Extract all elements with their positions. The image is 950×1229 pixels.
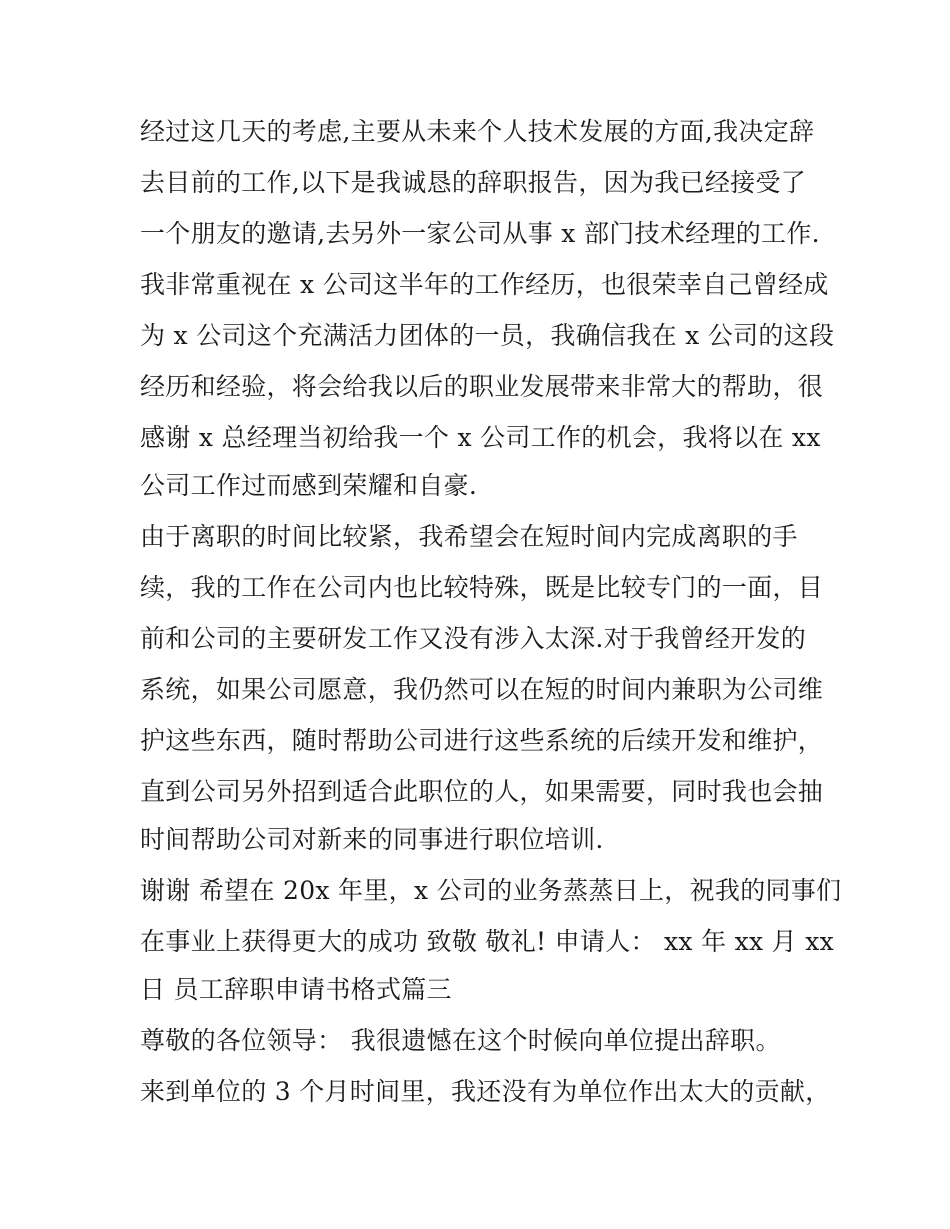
- text-line-20: 来到单位的 3 个月时间里，我还没有为单位作出太大的贡献，: [140, 1077, 831, 1106]
- text-line-3: 一个朋友的邀请,去另外一家公司从事 x 部门技术经理的工作.: [140, 219, 820, 248]
- text-line-19: 尊敬的各位领导： 我很遗憾在这个时候向单位提出辞职。: [140, 1026, 781, 1055]
- text-line-7: 感谢 x 总经理当初给我一个 x 公司工作的机会，我将以在 xx: [140, 423, 821, 452]
- text-line-15: 时间帮助公司对新来的同事进行职位培训.: [140, 825, 604, 854]
- text-line-12: 系统，如果公司愿意，我仍然可以在短的时间内兼职为公司维: [140, 675, 824, 704]
- document-body: [140, 106, 842, 1117]
- text-line-16: 谢谢 希望在 20x 年里，x 公司的业务蒸蒸日上，祝我的同事们: [140, 876, 842, 905]
- text-line-8: 公司工作过而感到荣耀和自豪.: [140, 471, 478, 500]
- text-line-1: 经过这几天的考虑,主要从未来个人技术发展的方面,我决定辞: [140, 117, 815, 146]
- text-line-18: 日 员工辞职申请书格式篇三: [140, 975, 452, 1004]
- text-line-4: 我非常重视在 x 公司这半年的工作经历，也很荣幸自己曾经成: [140, 270, 829, 299]
- text-line-9: 由于离职的时间比较紧，我希望会在短时间内完成离职的手: [140, 522, 798, 551]
- text-line-14: 直到公司另外招到适合此职位的人，如果需要，同时我也会抽: [140, 777, 824, 806]
- text-line-6: 经历和经验，将会给我以后的职业发展带来非常大的帮助，很: [140, 372, 824, 401]
- text-line-13: 护这些东西，随时帮助公司进行这些系统的后续开发和维护，: [140, 726, 824, 755]
- text-line-11: 前和公司的主要研发工作又没有涉入太深.对于我曾经开发的: [140, 624, 807, 653]
- text-line-10: 续，我的工作在公司内也比较特殊，既是比较专门的一面，目: [140, 573, 824, 602]
- text-line-5: 为 x 公司这个充满活力团体的一员，我确信我在 x 公司的这段: [140, 321, 835, 350]
- text-line-17: 在事业上获得更大的成功 致敬 敬礼! 申请人： xx 年 xx 月 xx: [140, 927, 835, 956]
- text-line-2: 去目前的工作,以下是我诚恳的辞职报告，因为我已经接受了: [140, 168, 807, 197]
